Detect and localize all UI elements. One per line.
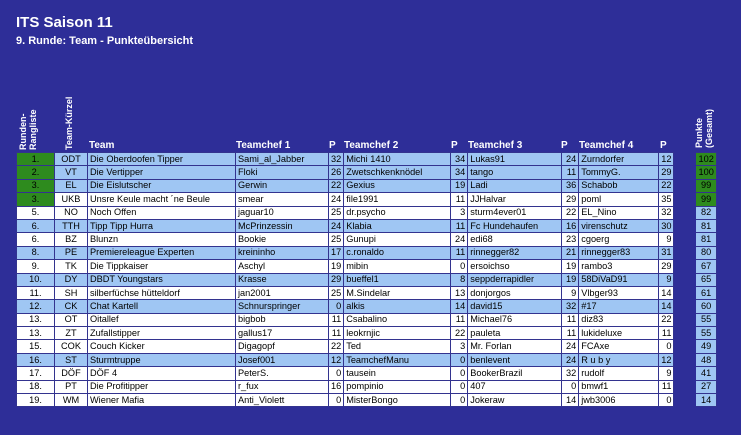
team-code-cell: ST <box>55 353 88 366</box>
table-row <box>17 367 717 380</box>
teamchef-3-cell: Fc Hundehaufen <box>468 219 562 232</box>
teamchef-2-cell: leokrnjic <box>344 327 451 340</box>
points-3-cell: 16 <box>562 219 579 232</box>
points-4-cell: 32 <box>659 206 674 219</box>
points-1-cell: 0 <box>329 394 344 407</box>
teamchef-1-cell: Sami_al_Jabber <box>236 153 329 166</box>
points-2-cell: 11 <box>451 219 468 232</box>
team-name-cell: Zufallstipper <box>88 327 236 340</box>
total-points-cell: 99 <box>696 179 716 192</box>
team-name-cell: Chat Kartell <box>88 300 236 313</box>
teamchef-2-cell: c.ronaldo <box>344 246 451 259</box>
teamchef-2-cell: dr.psycho <box>344 206 451 219</box>
total-points-cell: 102 <box>696 153 716 166</box>
points-3-cell: 24 <box>562 153 579 166</box>
teamchef-4-cell: Vlbger93 <box>579 286 659 299</box>
header-rank: Runden- Rangliste <box>18 109 38 150</box>
teamchef-4-cell: R u b y <box>579 353 659 366</box>
points-2-cell: 11 <box>451 193 468 206</box>
teamchef-3-cell: edi68 <box>468 233 562 246</box>
spacer-cell <box>674 233 696 246</box>
table-row <box>17 380 717 393</box>
total-points-cell: 80 <box>696 246 716 259</box>
header-teamchef-3: Teamchef 3 <box>468 140 523 151</box>
teamchef-3-cell: Ladi <box>468 179 562 192</box>
team-code-cell: SH <box>55 286 88 299</box>
team-name-cell: Couch Kicker <box>88 340 236 353</box>
spacer-cell <box>674 367 696 380</box>
teamchef-1-cell: kreininho <box>236 246 329 259</box>
points-3-cell: 0 <box>562 380 579 393</box>
team-code-cell: TTH <box>55 219 88 232</box>
team-name-cell: silberfüchse hütteldorf <box>88 286 236 299</box>
points-1-cell: 25 <box>329 206 344 219</box>
teamchef-4-cell: rinnegger83 <box>579 246 659 259</box>
teamchef-1-cell: Anti_Violett <box>236 394 329 407</box>
team-code-cell: WM <box>55 394 88 407</box>
teamchef-3-cell: sturm4ever01 <box>468 206 562 219</box>
rank-cell: 9. <box>17 260 55 273</box>
points-1-cell: 12 <box>329 353 344 366</box>
spacer-cell <box>674 260 696 273</box>
spacer-cell <box>674 300 696 313</box>
total-points-cell: 49 <box>696 340 716 353</box>
table-row <box>17 340 717 353</box>
points-1-cell: 11 <box>329 327 344 340</box>
header-teamchef-4: Teamchef 4 <box>579 140 634 151</box>
teamchef-2-cell: M.Sindelar <box>344 286 451 299</box>
spacer-cell <box>674 193 696 206</box>
team-code-cell: BZ <box>55 233 88 246</box>
points-2-cell: 3 <box>451 340 468 353</box>
total-points-cell: 60 <box>696 300 716 313</box>
spacer-cell <box>674 206 696 219</box>
teamchef-4-cell: lukideluxe <box>579 327 659 340</box>
header-team: Team <box>89 140 115 151</box>
teamchef-1-cell: Digagopf <box>236 340 329 353</box>
rank-cell: 6. <box>17 233 55 246</box>
points-4-cell: 0 <box>659 340 674 353</box>
rank-cell: 3. <box>17 179 55 192</box>
rank-cell: 19. <box>17 394 55 407</box>
points-4-cell: 22 <box>659 179 674 192</box>
teamchef-1-cell: gallus17 <box>236 327 329 340</box>
teamchef-3-cell: JJHalvar <box>468 193 562 206</box>
points-4-cell: 9 <box>659 273 674 286</box>
points-4-cell: 0 <box>659 394 674 407</box>
table-row <box>17 273 717 286</box>
points-2-cell: 0 <box>451 353 468 366</box>
total-points-cell: 82 <box>696 206 716 219</box>
teamchef-1-cell: PeterS. <box>236 367 329 380</box>
total-points-cell: 81 <box>696 233 716 246</box>
teamchef-2-cell: Csabalino <box>344 313 451 326</box>
total-points-cell: 99 <box>696 193 716 206</box>
teamchef-1-cell: Schnurspringer <box>236 300 329 313</box>
teamchef-2-cell: MisterBongo <box>344 394 451 407</box>
header-p4: P <box>660 140 667 151</box>
rank-cell: 13. <box>17 327 55 340</box>
points-2-cell: 34 <box>451 166 468 179</box>
total-points-cell: 27 <box>696 380 716 393</box>
teamchef-4-cell: 58DiVaD91 <box>579 273 659 286</box>
spacer-cell <box>674 380 696 393</box>
rank-cell: 17. <box>17 367 55 380</box>
points-3-cell: 11 <box>562 166 579 179</box>
teamchef-3-cell: Jokeraw <box>468 394 562 407</box>
team-code-cell: NO <box>55 206 88 219</box>
header-team-code: Team-Kürzel <box>64 96 74 150</box>
team-code-cell: EL <box>55 179 88 192</box>
spacer-cell <box>674 353 696 366</box>
points-4-cell: 29 <box>659 260 674 273</box>
table-row <box>17 394 717 407</box>
points-2-cell: 0 <box>451 260 468 273</box>
table-row <box>17 233 717 246</box>
points-4-cell: 14 <box>659 286 674 299</box>
team-code-cell: ZT <box>55 327 88 340</box>
team-name-cell: DBDT Youngstars <box>88 273 236 286</box>
teamchef-3-cell: BookerBrazil <box>468 367 562 380</box>
teamchef-2-cell: Gexius <box>344 179 451 192</box>
points-2-cell: 22 <box>451 327 468 340</box>
total-points-cell: 100 <box>696 166 716 179</box>
team-name-cell: Tipp Tipp Hurra <box>88 219 236 232</box>
points-3-cell: 32 <box>562 367 579 380</box>
teamchef-3-cell: benlevent <box>468 353 562 366</box>
total-points-cell: 55 <box>696 327 716 340</box>
rank-cell: 6. <box>17 219 55 232</box>
rank-cell: 10. <box>17 273 55 286</box>
rank-cell: 13. <box>17 313 55 326</box>
points-1-cell: 26 <box>329 166 344 179</box>
points-1-cell: 24 <box>329 219 344 232</box>
teamchef-2-cell: Zwetschkenknödel <box>344 166 451 179</box>
points-2-cell: 19 <box>451 179 468 192</box>
points-4-cell: 22 <box>659 313 674 326</box>
points-4-cell: 11 <box>659 327 674 340</box>
teamchef-4-cell: bmwf1 <box>579 380 659 393</box>
team-code-cell: DÖF <box>55 367 88 380</box>
points-1-cell: 22 <box>329 179 344 192</box>
rank-cell: 16. <box>17 353 55 366</box>
points-3-cell: 11 <box>562 327 579 340</box>
teamchef-1-cell: Aschyl <box>236 260 329 273</box>
teamchef-1-cell: r_fux <box>236 380 329 393</box>
table-row <box>17 246 717 259</box>
points-2-cell: 8 <box>451 273 468 286</box>
points-4-cell: 30 <box>659 219 674 232</box>
team-name-cell: Blunzn <box>88 233 236 246</box>
rank-cell: 15. <box>17 340 55 353</box>
team-name-cell: Premiereleague Experten <box>88 246 236 259</box>
points-2-cell: 11 <box>451 313 468 326</box>
points-4-cell: 12 <box>659 153 674 166</box>
rank-cell: 8. <box>17 246 55 259</box>
points-3-cell: 21 <box>562 246 579 259</box>
teamchef-3-cell: donjorgos <box>468 286 562 299</box>
team-name-cell: Die Oberdoofen Tipper <box>88 153 236 166</box>
team-code-cell: VT <box>55 166 88 179</box>
teamchef-1-cell: Floki <box>236 166 329 179</box>
header-teamchef-2: Teamchef 2 <box>344 140 399 151</box>
team-code-cell: UKB <box>55 193 88 206</box>
table-row <box>17 353 717 366</box>
team-name-cell: Sturmtruppe <box>88 353 236 366</box>
teamchef-4-cell: EL_Nino <box>579 206 659 219</box>
table-row <box>17 206 717 219</box>
total-points-cell: 65 <box>696 273 716 286</box>
teamchef-4-cell: jwb3006 <box>579 394 659 407</box>
total-points-cell: 55 <box>696 313 716 326</box>
table-row <box>17 166 717 179</box>
teamchef-3-cell: seppderrapidler <box>468 273 562 286</box>
teamchef-4-cell: Zurndorfer <box>579 153 659 166</box>
points-1-cell: 19 <box>329 260 344 273</box>
teamchef-1-cell: Gerwin <box>236 179 329 192</box>
spacer-cell <box>674 166 696 179</box>
teamchef-4-cell: FCAxe <box>579 340 659 353</box>
teamchef-2-cell: mibin <box>344 260 451 273</box>
table-row <box>17 300 717 313</box>
spacer-cell <box>674 246 696 259</box>
points-1-cell: 17 <box>329 246 344 259</box>
teamchef-2-cell: Michi 1410 <box>344 153 451 166</box>
total-points-cell: 61 <box>696 286 716 299</box>
teamchef-4-cell: poml <box>579 193 659 206</box>
page-subtitle: 9. Runde: Team - Punkteübersicht <box>16 35 194 47</box>
teamchef-3-cell: pauleta <box>468 327 562 340</box>
table-row <box>17 153 717 166</box>
total-points-cell: 67 <box>696 260 716 273</box>
points-1-cell: 11 <box>329 313 344 326</box>
header-total: Punkte (Gesamt) <box>694 108 714 148</box>
rank-cell: 18. <box>17 380 55 393</box>
points-4-cell: 14 <box>659 300 674 313</box>
teamchef-1-cell: Krasse <box>236 273 329 286</box>
points-4-cell: 12 <box>659 353 674 366</box>
spacer-cell <box>674 153 696 166</box>
points-1-cell: 32 <box>329 153 344 166</box>
team-name-cell: Die Tippkaiser <box>88 260 236 273</box>
page-title: ITS Saison 11 <box>16 14 113 31</box>
points-1-cell: 25 <box>329 286 344 299</box>
spacer-cell <box>674 286 696 299</box>
points-1-cell: 29 <box>329 273 344 286</box>
teamchef-3-cell: ersoichso <box>468 260 562 273</box>
teamchef-3-cell: rinnegger82 <box>468 246 562 259</box>
points-1-cell: 22 <box>329 340 344 353</box>
points-1-cell: 0 <box>329 300 344 313</box>
teamchef-2-cell: file1991 <box>344 193 451 206</box>
spacer-cell <box>674 340 696 353</box>
points-3-cell: 23 <box>562 233 579 246</box>
team-code-cell: PE <box>55 246 88 259</box>
points-1-cell: 16 <box>329 380 344 393</box>
team-name-cell: Die Vertipper <box>88 166 236 179</box>
teamchef-1-cell: bigbob <box>236 313 329 326</box>
team-code-cell: TK <box>55 260 88 273</box>
teamchef-3-cell: Michael76 <box>468 313 562 326</box>
teamchef-3-cell: 407 <box>468 380 562 393</box>
table-row <box>17 193 717 206</box>
points-4-cell: 9 <box>659 233 674 246</box>
table-row <box>17 313 717 326</box>
points-4-cell: 9 <box>659 367 674 380</box>
team-code-cell: OT <box>55 313 88 326</box>
points-3-cell: 19 <box>562 273 579 286</box>
team-code-cell: DY <box>55 273 88 286</box>
teamchef-3-cell: Mr. Forlan <box>468 340 562 353</box>
teamchef-1-cell: smear <box>236 193 329 206</box>
spacer-cell <box>674 273 696 286</box>
points-3-cell: 29 <box>562 193 579 206</box>
points-4-cell: 11 <box>659 380 674 393</box>
header-p3: P <box>561 140 568 151</box>
points-3-cell: 24 <box>562 353 579 366</box>
team-name-cell: Die Profitipper <box>88 380 236 393</box>
points-2-cell: 24 <box>451 233 468 246</box>
points-3-cell: 24 <box>562 340 579 353</box>
team-name-cell: Wiener Mafia <box>88 394 236 407</box>
points-3-cell: 19 <box>562 260 579 273</box>
teamchef-4-cell: Schabob <box>579 179 659 192</box>
spacer-cell <box>674 394 696 407</box>
teamchef-2-cell: bueffel1 <box>344 273 451 286</box>
points-3-cell: 9 <box>562 286 579 299</box>
team-code-cell: COK <box>55 340 88 353</box>
spacer-cell <box>674 327 696 340</box>
team-name-cell: DÖF 4 <box>88 367 236 380</box>
points-4-cell: 31 <box>659 246 674 259</box>
points-3-cell: 32 <box>562 300 579 313</box>
table-row <box>17 327 717 340</box>
header-teamchef-1: Teamchef 1 <box>236 140 291 151</box>
table-row <box>17 219 717 232</box>
teamchef-2-cell: alkis <box>344 300 451 313</box>
rank-cell: 12. <box>17 300 55 313</box>
points-3-cell: 36 <box>562 179 579 192</box>
points-1-cell: 25 <box>329 233 344 246</box>
team-name-cell: Oitallef <box>88 313 236 326</box>
teamchef-1-cell: Bookie <box>236 233 329 246</box>
points-2-cell: 13 <box>451 286 468 299</box>
total-points-cell: 81 <box>696 219 716 232</box>
teamchef-4-cell: #17 <box>579 300 659 313</box>
team-code-cell: CK <box>55 300 88 313</box>
points-2-cell: 3 <box>451 206 468 219</box>
teamchef-3-cell: tango <box>468 166 562 179</box>
teamchef-1-cell: jan2001 <box>236 286 329 299</box>
points-3-cell: 11 <box>562 313 579 326</box>
teamchef-1-cell: McPrinzessin <box>236 219 329 232</box>
teamchef-2-cell: tausein <box>344 367 451 380</box>
rank-cell: 1. <box>17 153 55 166</box>
rank-cell: 2. <box>17 166 55 179</box>
points-1-cell: 24 <box>329 193 344 206</box>
points-4-cell: 29 <box>659 166 674 179</box>
total-points-cell: 41 <box>696 367 716 380</box>
header-p2: P <box>451 140 458 151</box>
teamchef-4-cell: TommyG. <box>579 166 659 179</box>
teamchef-3-cell: david15 <box>468 300 562 313</box>
team-name-cell: Noch Offen <box>88 206 236 219</box>
rank-cell: 5. <box>17 206 55 219</box>
points-2-cell: 14 <box>451 300 468 313</box>
spacer-cell <box>674 313 696 326</box>
teamchef-2-cell: Gunupi <box>344 233 451 246</box>
points-2-cell: 0 <box>451 394 468 407</box>
total-points-cell: 14 <box>696 394 716 407</box>
header-p1: P <box>329 140 336 151</box>
points-1-cell: 0 <box>329 367 344 380</box>
teamchef-2-cell: Ted <box>344 340 451 353</box>
points-4-cell: 35 <box>659 193 674 206</box>
points-3-cell: 22 <box>562 206 579 219</box>
spacer-cell <box>674 179 696 192</box>
table-row <box>17 286 717 299</box>
teamchef-4-cell: diz83 <box>579 313 659 326</box>
teamchef-1-cell: Josef001 <box>236 353 329 366</box>
rank-cell: 11. <box>17 286 55 299</box>
teamchef-1-cell: jaguar10 <box>236 206 329 219</box>
team-name-cell: Unsre Keule macht ´ne Beule <box>88 193 236 206</box>
rank-cell: 3. <box>17 193 55 206</box>
team-code-cell: PT <box>55 380 88 393</box>
teamchef-4-cell: rambo3 <box>579 260 659 273</box>
team-name-cell: Die Eislutscher <box>88 179 236 192</box>
table-row <box>17 260 717 273</box>
teamchef-4-cell: cgoerg <box>579 233 659 246</box>
standings-table <box>16 152 717 407</box>
points-2-cell: 11 <box>451 246 468 259</box>
teamchef-2-cell: Klabia <box>344 219 451 232</box>
teamchef-4-cell: rudolf <box>579 367 659 380</box>
points-2-cell: 34 <box>451 153 468 166</box>
team-code-cell: ODT <box>55 153 88 166</box>
table-row <box>17 179 717 192</box>
points-2-cell: 0 <box>451 380 468 393</box>
spacer-cell <box>674 219 696 232</box>
teamchef-2-cell: TeamchefManu <box>344 353 451 366</box>
teamchef-4-cell: virenschutz <box>579 219 659 232</box>
total-points-cell: 48 <box>696 353 716 366</box>
points-3-cell: 14 <box>562 394 579 407</box>
teamchef-3-cell: Lukas91 <box>468 153 562 166</box>
points-2-cell: 0 <box>451 367 468 380</box>
teamchef-2-cell: pompinio <box>344 380 451 393</box>
